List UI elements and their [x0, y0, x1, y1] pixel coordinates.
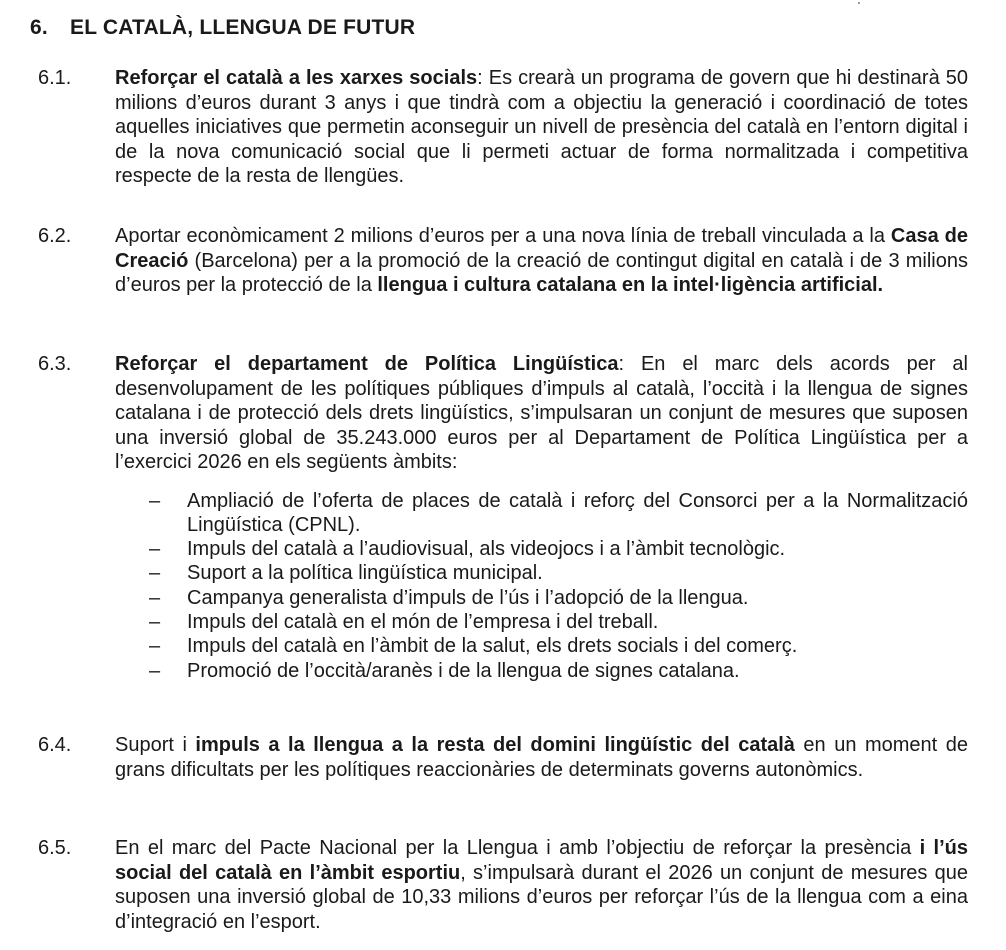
item-number: 6.2. [38, 225, 72, 247]
item-6-5 [38, 836, 968, 934]
item-text-bold: Reforçar el català a les xarxes socials [115, 67, 478, 89]
dash-glyph: – [149, 586, 161, 609]
dash-glyph: – [149, 635, 161, 658]
list-item: – Campanya generalista d’impuls de l’ús i l’adopció de la llengua. [149, 586, 749, 609]
item-6-3 [38, 352, 968, 683]
item-text-run: (Barcelona) per a la promoció de la creació de contingut digital en català i de 3 milions d’euros per la protecció de la [115, 249, 968, 296]
item-text-run: En el marc del Pacte Nacional per la Llengua i amb l’objectiu de reforçar la presència [115, 837, 920, 859]
item-number: 6.5. [38, 837, 72, 859]
item-text-bold: llengua i cultura catalana en la intel·ligència artificial. [377, 274, 884, 296]
item-number: 6.3. [38, 353, 72, 375]
item-text [115, 352, 968, 475]
item-text-bold: i l’ús social del català en l’àmbit esportiu [115, 837, 968, 884]
section-number: 6. [30, 16, 48, 39]
scan-speck [858, 2, 860, 4]
list-item: – Promoció de l’occità/aranès i de la llengua de signes catalana. [149, 659, 740, 682]
item-text [115, 66, 968, 189]
dash-glyph: – [149, 489, 161, 512]
item-text-run: Aportar econòmicament 2 milions d’euros per a una nova línia de treball vinculada a la [115, 225, 891, 247]
item-6-1 [38, 66, 968, 189]
item-text [115, 836, 968, 934]
section-title: EL CATALÀ, LLENGUA DE FUTUR [70, 16, 416, 39]
list-item: – Impuls del català a l’audiovisual, als videojocs i a l’àmbit tecnològic. [149, 538, 786, 561]
item-text-run: , s’impulsarà durant el 2026 un conjunt de mesures que suposen una inversió global de 10,33 milions d’euros per reforçar l’ús de la llengua com a eina d’integració en l’esport. [115, 861, 968, 933]
dash-glyph: – [149, 659, 161, 682]
item-text-run: : Es crearà un programa de govern que hi destinarà 50 milions d’euros durant 3 anys i que tindrà com a objectiu la generació i coordinació de totes aquelles iniciatives que permetin aconseguir un nivell de presència del català en l’entorn digital i de la nova comunicació social que li permeti actuar de forma normalitzada i competitiva respecte de la resta de llengües. [115, 67, 968, 187]
list-item: – Impuls del català en l’àmbit de la salut, els drets socials i del comerç. [149, 635, 798, 658]
list-item: – Impuls del català en el món de l’empresa i del treball. [149, 610, 659, 633]
item-number: 6.4. [38, 734, 72, 756]
item-text [115, 224, 968, 298]
dash-glyph: – [149, 610, 161, 633]
item-text-bold: Reforçar el departament de Política Lingüística [115, 353, 619, 375]
list-item: – Ampliació de l’oferta de places de català i reforç del Consorci per a la Normalització Lingüística (CPNL). [149, 489, 968, 536]
item-text-bold: impuls a la llengua a la resta del domini lingüístic del català [195, 734, 795, 756]
item-text-run: : En el marc dels acords per al desenvolupament de les polítiques públiques d’impuls al català, l’occità i la llengua de signes catalana i de protecció dels drets lingüístics, s’impulsaran un conjunt de mesures que suposen una inversió global de 35.243.000 euros per al Departament de Política Lingüística per a l’exercici 2026 en els següents àmbits: [115, 353, 968, 473]
list-item: – Suport a la política lingüística municipal. [149, 562, 543, 585]
item-6-2 [38, 224, 968, 298]
item-text [115, 733, 968, 782]
item-text-run: en un moment de grans dificultats per les polítiques reaccionàries de determinats governs autonòmics. [115, 734, 968, 781]
dash-glyph: – [149, 538, 161, 561]
bullet-list [115, 489, 968, 683]
item-number: 6.1. [38, 67, 72, 89]
section-heading [30, 14, 415, 42]
item-text-run: Suport i [115, 734, 196, 756]
item-text-bold: Casa de Creació [115, 225, 968, 272]
dash-glyph: – [149, 562, 161, 585]
item-6-4 [38, 733, 968, 782]
